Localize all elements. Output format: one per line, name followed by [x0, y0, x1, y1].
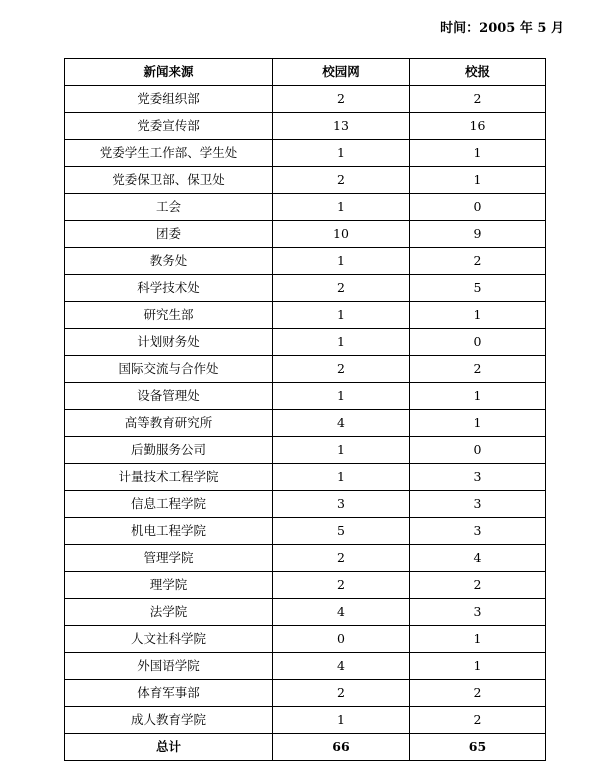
- school-paper-cell: 9: [410, 221, 546, 248]
- source-cell: 机电工程学院: [65, 518, 273, 545]
- campus-web-cell: 13: [273, 113, 410, 140]
- table-row: [65, 572, 546, 599]
- total-label: 总计: [65, 734, 273, 761]
- school-paper-cell: 1: [410, 653, 546, 680]
- campus-web-cell: 1: [273, 383, 410, 410]
- campus-web-cell: 1: [273, 302, 410, 329]
- campus-web-cell: 4: [273, 599, 410, 626]
- source-cell: 党委组织部: [65, 86, 273, 113]
- campus-web-cell: 1: [273, 437, 410, 464]
- school-paper-cell: 1: [410, 140, 546, 167]
- school-paper-cell: 1: [410, 410, 546, 437]
- total-campus-web: 66: [273, 734, 410, 761]
- table-row: [65, 626, 546, 653]
- table-row: [65, 194, 546, 221]
- table-row: [65, 491, 546, 518]
- campus-web-cell: 1: [273, 140, 410, 167]
- source-cell: 团委: [65, 221, 273, 248]
- source-cell: 成人教育学院: [65, 707, 273, 734]
- table-row: [65, 275, 546, 302]
- school-paper-cell: 3: [410, 491, 546, 518]
- campus-web-cell: 1: [273, 248, 410, 275]
- source-cell: 计量技术工程学院: [65, 464, 273, 491]
- table-row: [65, 545, 546, 572]
- campus-web-cell: 1: [273, 329, 410, 356]
- source-cell: 法学院: [65, 599, 273, 626]
- source-cell: 教务处: [65, 248, 273, 275]
- source-cell: 党委宣传部: [65, 113, 273, 140]
- table-body: [65, 86, 546, 734]
- school-paper-cell: 1: [410, 302, 546, 329]
- source-cell: 管理学院: [65, 545, 273, 572]
- campus-web-cell: 10: [273, 221, 410, 248]
- source-cell: 研究生部: [65, 302, 273, 329]
- table-row: [65, 383, 546, 410]
- campus-web-cell: 1: [273, 707, 410, 734]
- school-paper-cell: 2: [410, 248, 546, 275]
- school-paper-cell: 3: [410, 599, 546, 626]
- school-paper-cell: 1: [410, 383, 546, 410]
- school-paper-cell: 3: [410, 464, 546, 491]
- school-paper-cell: 2: [410, 707, 546, 734]
- school-paper-cell: 4: [410, 545, 546, 572]
- table-row: [65, 464, 546, 491]
- date-label: 时间：: [440, 21, 480, 36]
- school-paper-cell: 2: [410, 356, 546, 383]
- date-year: 2005: [479, 21, 516, 36]
- table-row: [65, 410, 546, 437]
- school-paper-cell: 16: [410, 113, 546, 140]
- table-row: [65, 437, 546, 464]
- school-paper-cell: 0: [410, 329, 546, 356]
- school-paper-cell: 3: [410, 518, 546, 545]
- school-paper-cell: 2: [410, 86, 546, 113]
- campus-web-cell: 2: [273, 275, 410, 302]
- table-row: [65, 167, 546, 194]
- table-row: [65, 140, 546, 167]
- news-source-table: [64, 58, 546, 761]
- source-cell: 党委学生工作部、学生处: [65, 140, 273, 167]
- table-row: [65, 221, 546, 248]
- table-row: [65, 248, 546, 275]
- source-cell: 计划财务处: [65, 329, 273, 356]
- source-cell: 外国语学院: [65, 653, 273, 680]
- school-paper-cell: 2: [410, 572, 546, 599]
- source-cell: 理学院: [65, 572, 273, 599]
- date-year-unit: 年: [515, 21, 538, 36]
- column-header-school-paper: 校报: [410, 59, 546, 86]
- campus-web-cell: 2: [273, 86, 410, 113]
- table-row: [65, 653, 546, 680]
- source-cell: 体育军事部: [65, 680, 273, 707]
- school-paper-cell: 1: [410, 167, 546, 194]
- column-header-campus-web: 校园网: [273, 59, 410, 86]
- campus-web-cell: 5: [273, 518, 410, 545]
- school-paper-cell: 0: [410, 437, 546, 464]
- school-paper-cell: 1: [410, 626, 546, 653]
- total-row: [65, 734, 546, 761]
- school-paper-cell: 2: [410, 680, 546, 707]
- source-cell: 设备管理处: [65, 383, 273, 410]
- table-row: [65, 329, 546, 356]
- source-cell: 工会: [65, 194, 273, 221]
- table-row: [65, 86, 546, 113]
- table-header-row: [65, 59, 546, 86]
- source-cell: 科学技术处: [65, 275, 273, 302]
- report-date: [440, 17, 564, 36]
- source-cell: 信息工程学院: [65, 491, 273, 518]
- campus-web-cell: 2: [273, 356, 410, 383]
- school-paper-cell: 0: [410, 194, 546, 221]
- campus-web-cell: 3: [273, 491, 410, 518]
- table-row: [65, 680, 546, 707]
- table-row: [65, 707, 546, 734]
- source-cell: 国际交流与合作处: [65, 356, 273, 383]
- table-row: [65, 302, 546, 329]
- source-cell: 人文社科学院: [65, 626, 273, 653]
- table-row: [65, 518, 546, 545]
- total-school-paper: 65: [410, 734, 546, 761]
- date-month: 5: [537, 21, 547, 36]
- date-month-unit: 月: [546, 21, 564, 36]
- table-row: [65, 599, 546, 626]
- source-cell: 后勤服务公司: [65, 437, 273, 464]
- campus-web-cell: 2: [273, 167, 410, 194]
- table-row: [65, 356, 546, 383]
- school-paper-cell: 5: [410, 275, 546, 302]
- campus-web-cell: 2: [273, 545, 410, 572]
- campus-web-cell: 2: [273, 572, 410, 599]
- column-header-source: 新闻来源: [65, 59, 273, 86]
- campus-web-cell: 1: [273, 194, 410, 221]
- campus-web-cell: 4: [273, 410, 410, 437]
- campus-web-cell: 1: [273, 464, 410, 491]
- campus-web-cell: 2: [273, 680, 410, 707]
- campus-web-cell: 0: [273, 626, 410, 653]
- campus-web-cell: 4: [273, 653, 410, 680]
- source-cell: 党委保卫部、保卫处: [65, 167, 273, 194]
- table-row: [65, 113, 546, 140]
- source-cell: 高等教育研究所: [65, 410, 273, 437]
